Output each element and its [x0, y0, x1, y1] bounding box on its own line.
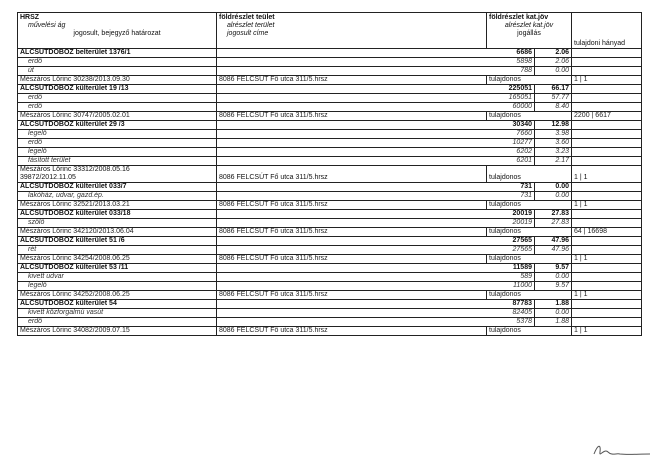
owner-address-cell: 8086 FELCSÚT Fő utca 311/5.hrsz [217, 327, 487, 336]
header-parcel-income: földrészlet kat.jöv [489, 14, 549, 21]
subparcel-row [18, 67, 642, 76]
legal-status-cell: tulajdonos [487, 327, 572, 336]
header-cultivation: művelési ág [28, 22, 66, 29]
owner-address-cell: 8086 FELCSÚT Fő utca 311/5.hrsz [217, 291, 487, 300]
subparcel-row [18, 103, 642, 112]
income-cell: 1.88 [535, 318, 572, 327]
ownership-share-cell: 2200 | 6617 [572, 112, 642, 121]
subparcel-row [18, 192, 642, 201]
area-cell: 225051 [217, 85, 535, 94]
income-cell: 3.60 [535, 139, 572, 148]
legal-status-cell: tulajdonos [487, 291, 572, 300]
header-ownership-share: tulajdoni hányad [574, 40, 626, 47]
empty-share-cell [572, 130, 642, 139]
subparcel-row [18, 318, 642, 327]
income-cell: 57.77 [535, 94, 572, 103]
cultivation-cell: legelő [18, 130, 217, 139]
empty-share-cell [572, 318, 642, 327]
subparcel-row [18, 139, 642, 148]
area-cell: 30340 [217, 121, 535, 130]
owner-resolution-2: 39872/2012.11.05 [20, 174, 76, 181]
ownership-share-cell: 1 | 1 [572, 201, 642, 210]
parcel-id-cell: ALCSÚTDOBOZ külterület 54 [18, 300, 217, 309]
land-registry-table [17, 12, 642, 336]
owner-row [18, 166, 642, 183]
income-cell: 9.57 [535, 264, 572, 273]
owner-row [18, 327, 642, 336]
legal-status-cell: tulajdonos [487, 255, 572, 264]
header-owner-address: jogosult címe [227, 30, 269, 37]
ownership-share-cell: 1 | 1 [572, 76, 642, 85]
empty-share-cell [572, 85, 642, 94]
income-cell: 27.83 [535, 210, 572, 219]
cultivation-cell: út [18, 67, 217, 76]
header-col-hrsz [18, 13, 217, 49]
header-subparcel-area: alrészlet terület [227, 22, 275, 29]
cultivation-cell: rét [18, 246, 217, 255]
empty-share-cell [572, 67, 642, 76]
area-cell: 11589 [217, 264, 535, 273]
cultivation-cell: fásított terület [18, 157, 217, 166]
owner-address-cell: 8086 FELCSÚT Fő utca 311/5.hrsz [217, 255, 487, 264]
subparcel-row [18, 309, 642, 318]
ownership-share-cell: 1 | 1 [572, 327, 642, 336]
empty-share-cell [572, 148, 642, 157]
subparcel-row [18, 157, 642, 166]
empty-share-cell [572, 94, 642, 103]
empty-share-cell [572, 237, 642, 246]
area-cell: 20019 [217, 219, 535, 228]
area-cell: 27565 [217, 237, 535, 246]
owner-address-cell: 8086 FELCSÚT Fő utca 311/5.hrsz [217, 76, 487, 85]
cultivation-cell: erdő [18, 139, 217, 148]
header-col-share [572, 13, 642, 49]
income-cell: 47.96 [535, 246, 572, 255]
parcel-id-cell: ALCSÚTDOBOZ külterület 53 /11 [18, 264, 217, 273]
area-cell: 82405 [217, 309, 535, 318]
legal-status-cell: tulajdonos [487, 201, 572, 210]
legal-status-cell: tulajdonos [487, 112, 572, 121]
owner-address-cell: 8086 FELCSÚT Fő utca 311/5.hrsz [217, 166, 487, 183]
subparcel-row [18, 273, 642, 282]
area-cell: 5378 [217, 318, 535, 327]
header-subparcel-income: alrészlet kat.jöv [504, 22, 554, 29]
area-cell: 87783 [217, 300, 535, 309]
legal-status-cell: tulajdonos [487, 228, 572, 237]
income-cell: 47.96 [535, 237, 572, 246]
area-cell: 589 [217, 273, 535, 282]
owner-row [18, 76, 642, 85]
empty-share-cell [572, 210, 642, 219]
owner-cell: Mészáros Lőrinc 342120/2013.06.04 [18, 228, 217, 237]
subparcel-row [18, 94, 642, 103]
owner-row [18, 255, 642, 264]
subparcel-row [18, 58, 642, 67]
cultivation-cell: legelő [18, 148, 217, 157]
empty-share-cell [572, 183, 642, 192]
cultivation-cell: erdő [18, 94, 217, 103]
area-cell: 731 [217, 192, 535, 201]
empty-share-cell [572, 49, 642, 58]
owner-cell: Mészáros Lőrinc 34082/2009.07.15 [18, 327, 217, 336]
parcel-row [18, 300, 642, 309]
cultivation-cell: erdő [18, 318, 217, 327]
empty-share-cell [572, 192, 642, 201]
parcel-id-cell: ALCSÚTDOBOZ külterület 51 /6 [18, 237, 217, 246]
parcel-row [18, 237, 642, 246]
income-cell: 0.00 [535, 273, 572, 282]
parcel-row [18, 49, 642, 58]
owner-resolution-1: Mészáros Lőrinc 33312/2008.05.16 [20, 166, 130, 173]
owner-cell [18, 166, 217, 183]
income-cell: 66.17 [535, 85, 572, 94]
owner-cell: Mészáros Lőrinc 34252/2008.06.25 [18, 291, 217, 300]
area-cell: 27565 [217, 246, 535, 255]
income-cell: 0.00 [535, 183, 572, 192]
income-cell: 0.00 [535, 67, 572, 76]
area-cell: 7660 [217, 130, 535, 139]
income-cell: 27.83 [535, 219, 572, 228]
header-row [18, 13, 642, 49]
cultivation-cell: erdő [18, 103, 217, 112]
subparcel-row [18, 219, 642, 228]
parcel-id-cell: ALCSÚTDOBOZ belterület 1376/1 [18, 49, 217, 58]
area-cell: 6201 [217, 157, 535, 166]
empty-share-cell [572, 121, 642, 130]
area-cell: 788 [217, 67, 535, 76]
income-cell: 0.00 [535, 192, 572, 201]
header-hrsz: HRSZ [20, 14, 40, 21]
area-cell: 10277 [217, 139, 535, 148]
area-cell: 165051 [217, 94, 535, 103]
owner-address-cell: 8086 FELCSÚT Fő utca 311/5.hrsz [217, 228, 487, 237]
income-cell: 12.98 [535, 121, 572, 130]
income-cell: 2.17 [535, 157, 572, 166]
empty-share-cell [572, 103, 642, 112]
empty-share-cell [572, 273, 642, 282]
income-cell: 1.88 [535, 300, 572, 309]
income-cell: 3.23 [535, 148, 572, 157]
header-col-area [217, 13, 487, 49]
empty-share-cell [572, 219, 642, 228]
income-cell: 3.98 [535, 130, 572, 139]
area-cell: 60000 [217, 103, 535, 112]
parcel-id-cell: ALCSÚTDOBOZ külterület 29 /3 [18, 121, 217, 130]
income-cell: 8.40 [535, 103, 572, 112]
area-cell: 6202 [217, 148, 535, 157]
parcel-row [18, 183, 642, 192]
header-legal-status: jogállás [517, 30, 541, 37]
subparcel-row [18, 130, 642, 139]
empty-share-cell [572, 139, 642, 148]
ownership-share-cell: 1 | 1 [572, 166, 642, 183]
area-cell: 5898 [217, 58, 535, 67]
owner-row [18, 291, 642, 300]
signature-mark [592, 440, 652, 460]
owner-address-cell: 8086 FELCSÚT Fő utca 311/5.hrsz [217, 112, 487, 121]
empty-share-cell [572, 264, 642, 273]
owner-cell: Mészáros Lőrinc 32521/2013.03.21 [18, 201, 217, 210]
cultivation-cell: erdő [18, 58, 217, 67]
parcel-id-cell: ALCSÚTDOBOZ külterület 033/7 [18, 183, 217, 192]
subparcel-row [18, 282, 642, 291]
cultivation-cell: legelő [18, 282, 217, 291]
ownership-share-cell: 1 | 1 [572, 255, 642, 264]
cultivation-cell: szőlő [18, 219, 217, 228]
area-cell: 731 [217, 183, 535, 192]
income-cell: 2.06 [535, 49, 572, 58]
empty-share-cell [572, 282, 642, 291]
area-cell: 20019 [217, 210, 535, 219]
empty-share-cell [572, 58, 642, 67]
income-cell: 0.00 [535, 309, 572, 318]
header-parcel-area: földrészlet teület [219, 14, 275, 21]
owner-cell: Mészáros Lőrinc 30747/2005.02.01 [18, 112, 217, 121]
cultivation-cell: kivett közforgalmú vasút [18, 309, 217, 318]
parcel-row [18, 121, 642, 130]
owner-row [18, 228, 642, 237]
table-body [18, 13, 642, 336]
empty-share-cell [572, 157, 642, 166]
legal-status-cell: tulajdonos [487, 76, 572, 85]
cultivation-cell: lakóház, udvar, gazd.ép. [18, 192, 217, 201]
land-registry-sheet [17, 12, 641, 336]
subparcel-row [18, 148, 642, 157]
parcel-row [18, 264, 642, 273]
parcel-row [18, 210, 642, 219]
parcel-id-cell: ALCSÚTDOBOZ külterület 033/18 [18, 210, 217, 219]
header-col-income [487, 13, 572, 49]
income-cell: 2.06 [535, 58, 572, 67]
owner-address-cell: 8086 FELCSÚT Fő utca 311/5.hrsz [217, 201, 487, 210]
owner-row [18, 201, 642, 210]
ownership-share-cell: 64 | 16698 [572, 228, 642, 237]
income-cell: 9.57 [535, 282, 572, 291]
subparcel-row [18, 246, 642, 255]
owner-cell: Mészáros Lőrinc 30238/2013.09.30 [18, 76, 217, 85]
legal-status-cell: tulajdonos [487, 166, 572, 183]
area-cell: 6686 [217, 49, 535, 58]
header-owner-resolution: jogosult, bejegyző határozat [73, 30, 161, 37]
cultivation-cell: kivett udvar [18, 273, 217, 282]
owner-row [18, 112, 642, 121]
owner-cell: Mészáros Lőrinc 34254/2008.06.25 [18, 255, 217, 264]
empty-share-cell [572, 246, 642, 255]
parcel-row [18, 85, 642, 94]
ownership-share-cell: 1 | 1 [572, 291, 642, 300]
empty-share-cell [572, 309, 642, 318]
empty-share-cell [572, 300, 642, 309]
parcel-id-cell: ALCSÚTDOBOZ külterület 19 /13 [18, 85, 217, 94]
area-cell: 11000 [217, 282, 535, 291]
